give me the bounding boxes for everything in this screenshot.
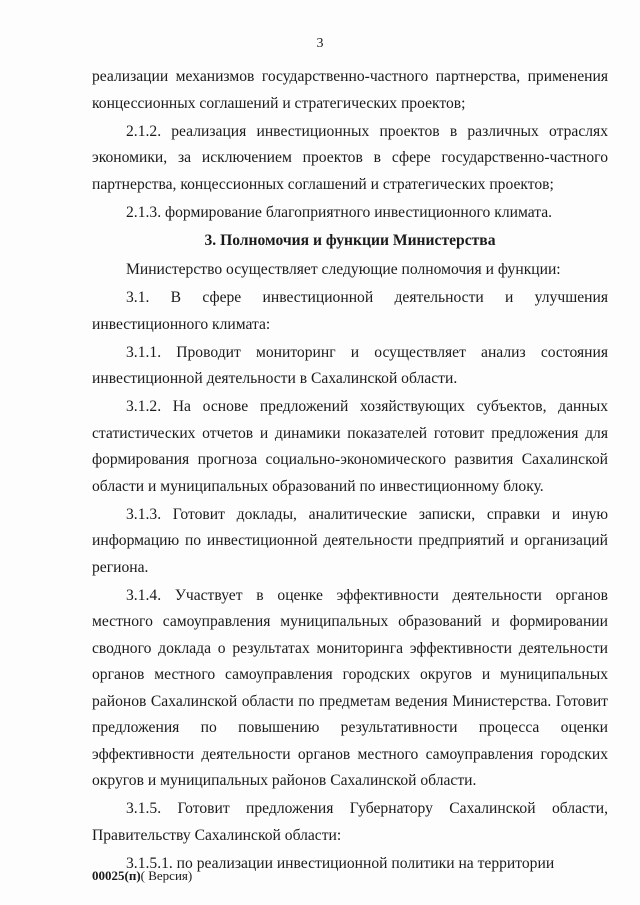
paragraph-3-1-4: 3.1.4. Участвует в оценке эффективности деятельности органов местного самоуправления муниципальных образований и формировании сводного доклада о результатах мониторинга эффективности деятельности органов местного самоуправления городских округов и муниципальных районов Сахалинской области по предметам ведения Министерства. Готовит предложения по повышению результативности процесса оценки эффективности деятельности органов местного самоуправления городских округов и муниципальных районов Сахалинской области.	[92, 586, 608, 789]
paragraph-3-1: 3.1. В сфере инвестиционной деятельности и улучшения инвестиционного климата:	[92, 289, 608, 333]
document-body	[92, 64, 608, 879]
paragraph-2-1-3: 2.1.3. формирование благоприятного инвестиционного климата.	[126, 203, 553, 221]
section-heading: 3. Полномочия и функции Министерства	[204, 231, 496, 249]
page-number: 3	[316, 36, 324, 51]
paragraph-3-1-3: 3.1.3. Готовит доклады, аналитические записки, справки и иную информацию по инвестиционной деятельности предприятий и организаций региона.	[92, 505, 608, 576]
footer-code: 00025(п)	[92, 868, 141, 883]
footer-version	[92, 868, 192, 884]
paragraph-intro: Министерство осуществляет следующие полномочия и функции:	[126, 261, 561, 278]
paragraph-2-1-2: 2.1.2. реализация инвестиционных проектов в различных отраслях экономики, за исключением проектов в сфере государственно-частного партнерства, концессионных соглашений и стратегических проектов;	[92, 122, 608, 193]
paragraph-continuation: реализации механизмов государственно-частного партнерства, применения концессионных соглашений и стратегических проектов;	[92, 68, 608, 112]
paragraph-3-1-5: 3.1.5. Готовит предложения Губернатору Сахалинской области, Правительству Сахалинской области:	[92, 800, 608, 844]
paragraph-3-1-2: 3.1.2. На основе предложений хозяйствующих субъектов, данных статистических отчетов и динамики показателей готовит предложения для формирования прогноза социально-экономического развития Сахалинской области и муниципальных образований по инвестиционному блоку.	[92, 398, 608, 495]
paragraph-3-1-5-1: 3.1.5.1. по реализации инвестиционной политики на территории	[126, 854, 555, 872]
paragraph-3-1-1: 3.1.1. Проводит мониторинг и осуществляет анализ состояния инвестиционной деятельности в Сахалинской области.	[92, 343, 608, 387]
footer-version-label: ( Версия)	[140, 868, 193, 883]
